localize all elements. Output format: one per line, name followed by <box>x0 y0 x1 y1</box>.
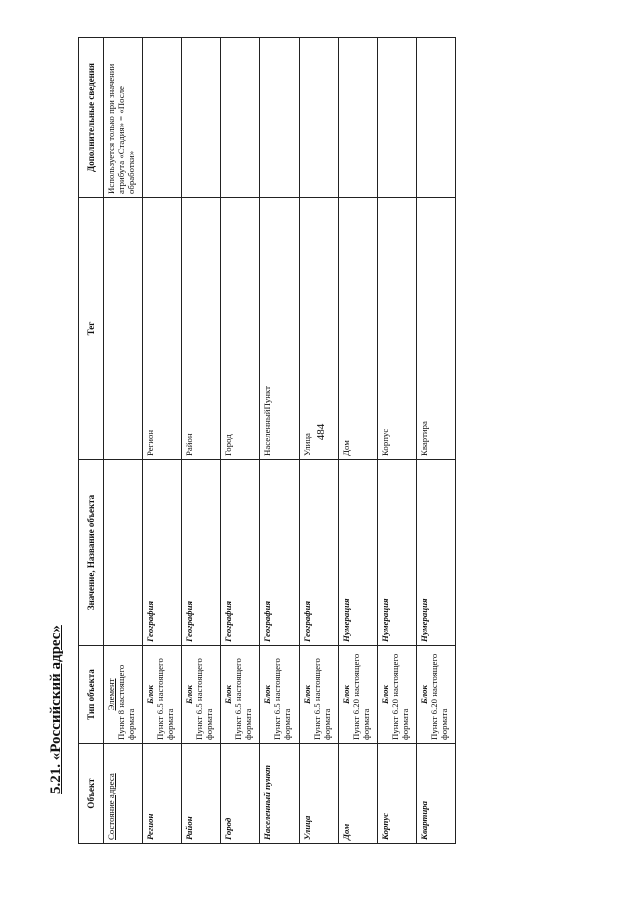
cell-value: География <box>182 460 221 646</box>
cell-tag: Город <box>221 198 260 460</box>
type-kind: Блок <box>418 685 429 704</box>
cell-extra <box>260 38 299 198</box>
type-kind: Блок <box>223 685 234 704</box>
cell-extra <box>377 38 416 198</box>
type-ref: Пункт 6.5 настоящего формата <box>233 658 254 740</box>
cell-tag <box>104 198 143 460</box>
cell-object: Состояние адреса <box>104 744 143 844</box>
attributes-table <box>78 37 456 844</box>
table-row <box>377 38 416 844</box>
cell-object: Корпус <box>377 744 416 844</box>
cell-type <box>260 646 299 744</box>
cell-value: География <box>143 460 182 646</box>
header-type: Тип объекта <box>79 646 104 744</box>
cell-extra <box>416 38 455 198</box>
cell-tag: Корпус <box>377 198 416 460</box>
cell-value <box>104 460 143 646</box>
cell-extra <box>338 38 377 198</box>
cell-object: Регион <box>143 744 182 844</box>
cell-extra <box>182 38 221 198</box>
table-row <box>143 38 182 844</box>
type-ref: Пункт 6.20 настоящего формата <box>389 653 410 740</box>
cell-extra <box>143 38 182 198</box>
type-ref: Пункт 6.20 настоящего формата <box>428 653 449 740</box>
section-title: 5.21. «Российский адрес» <box>48 625 64 794</box>
header-object: Объект <box>79 744 104 844</box>
cell-object: Район <box>182 744 221 844</box>
cell-type <box>416 646 455 744</box>
table-row <box>416 38 455 844</box>
header-value: Значение, Название объекта <box>79 460 104 646</box>
cell-extra: Используется только при значении атрибута «Стадия» = «После обработки» <box>104 38 143 198</box>
type-ref: Пункт 6.5 настоящего формата <box>194 658 215 740</box>
type-ref: Пункт 6.20 настоящего формата <box>350 653 371 740</box>
type-kind: Блок <box>262 685 273 704</box>
cell-tag: Улица <box>299 198 338 460</box>
cell-value: География <box>221 460 260 646</box>
cell-value: География <box>299 460 338 646</box>
type-kind: Блок <box>301 685 312 704</box>
cell-type <box>104 646 143 744</box>
table-row <box>104 38 143 844</box>
type-ref: Пункт 6.5 настоящего формата <box>155 658 176 740</box>
table-row <box>338 38 377 844</box>
cell-object: Населенный пункт <box>260 744 299 844</box>
type-ref: Пункт 8 настоящего формата <box>116 664 136 740</box>
table-row <box>299 38 338 844</box>
cell-type <box>143 646 182 744</box>
cell-type <box>338 646 377 744</box>
cell-tag: Квартира <box>416 198 455 460</box>
cell-type <box>182 646 221 744</box>
cell-object: Квартира <box>416 744 455 844</box>
table-row <box>260 38 299 844</box>
cell-object: Улица <box>299 744 338 844</box>
cell-extra <box>299 38 338 198</box>
cell-tag: Район <box>182 198 221 460</box>
header-tag: Тег <box>79 198 104 460</box>
type-kind: Элемент <box>106 678 116 711</box>
type-ref: Пункт 6.5 настоящего формата <box>272 658 293 740</box>
cell-type <box>377 646 416 744</box>
type-ref: Пункт 6.5 настоящего формата <box>311 658 332 740</box>
type-kind: Блок <box>379 685 390 704</box>
table-row <box>221 38 260 844</box>
cell-tag: Регион <box>143 198 182 460</box>
type-kind: Блок <box>184 685 195 704</box>
type-kind: Блок <box>340 685 351 704</box>
cell-type <box>221 646 260 744</box>
type-kind: Блок <box>145 685 156 704</box>
cell-object: Город <box>221 744 260 844</box>
cell-tag: Дом <box>338 198 377 460</box>
table-row <box>182 38 221 844</box>
page-number: 484 <box>315 423 327 441</box>
cell-tag: НаселенныйПункт <box>260 198 299 460</box>
cell-object: Дом <box>338 744 377 844</box>
cell-type <box>299 646 338 744</box>
cell-value: География <box>260 460 299 646</box>
cell-value: Нумерация <box>377 460 416 646</box>
cell-value: Нумерация <box>338 460 377 646</box>
table-header-row <box>79 38 104 844</box>
cell-extra <box>221 38 260 198</box>
cell-value: Нумерация <box>416 460 455 646</box>
rotated-table-container <box>78 38 456 844</box>
header-extra: Дополнительные сведения <box>79 38 104 198</box>
